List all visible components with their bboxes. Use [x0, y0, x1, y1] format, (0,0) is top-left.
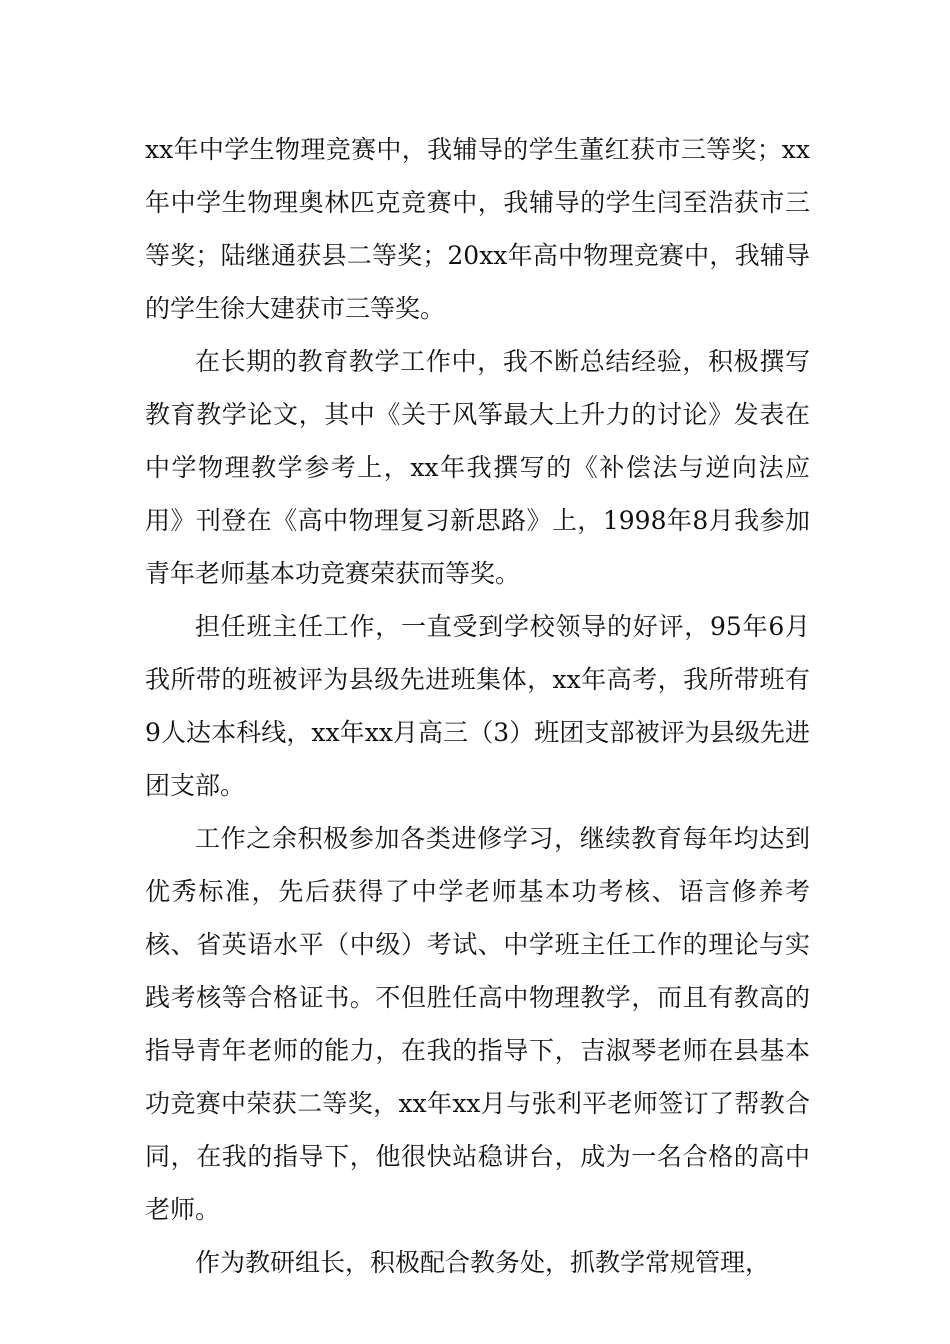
paragraph-papers: 在长期的教育教学工作中，我不断总结经验，积极撰写教育教学论文，其中《关于风筝最大上升力的讨论》发表在中学物理教学参考上，xx年我撰写的《补偿法与逆向法应用》刊登在《高中物理复习新思路》上，1998年8月我参加青年老师基本功竞赛荣获而等奖。: [145, 347, 810, 588]
paragraph-further-study: 工作之余积极参加各类进修学习，继续教育每年均达到优秀标准，先后获得了中学老师基本功考核、语言修养考核、省英语水平（中级）考试、中学班主任工作的理论与实践考核等合格证书。不但胜任高中物理教学，而且有教高的指导青年老师的能力，在我的指导下，吉淑琴老师在县基本功竞赛中荣获二等奖，xx年xx月与张利平老师签订了帮教合同，在我的指导下，他很快站稳讲台，成为一名合格的高中老师。: [145, 824, 810, 1224]
paragraph-class-teacher: 担任班主任工作，一直受到学校领导的好评，95年6月我所带的班被评为县级先进班集体，xx年高考，我所带班有9人达本科线，xx年xx月高三（3）班团支部被评为县级先进团支部。: [145, 612, 810, 800]
paragraph-research-group: 作为教研组长，积极配合教务处，抓教学常规管理，: [195, 1248, 771, 1277]
paragraph-competition-awards: xx年中学生物理竞赛中，我辅导的学生董红获市三等奖；xx年中学生物理奥林匹克竞赛中，我辅导的学生闫至浩获市三等奖；陆继通获县二等奖；20xx年高中物理竞赛中，我辅导的学生徐大建获市三等奖。: [145, 135, 810, 323]
document-body: [145, 123, 810, 1289]
